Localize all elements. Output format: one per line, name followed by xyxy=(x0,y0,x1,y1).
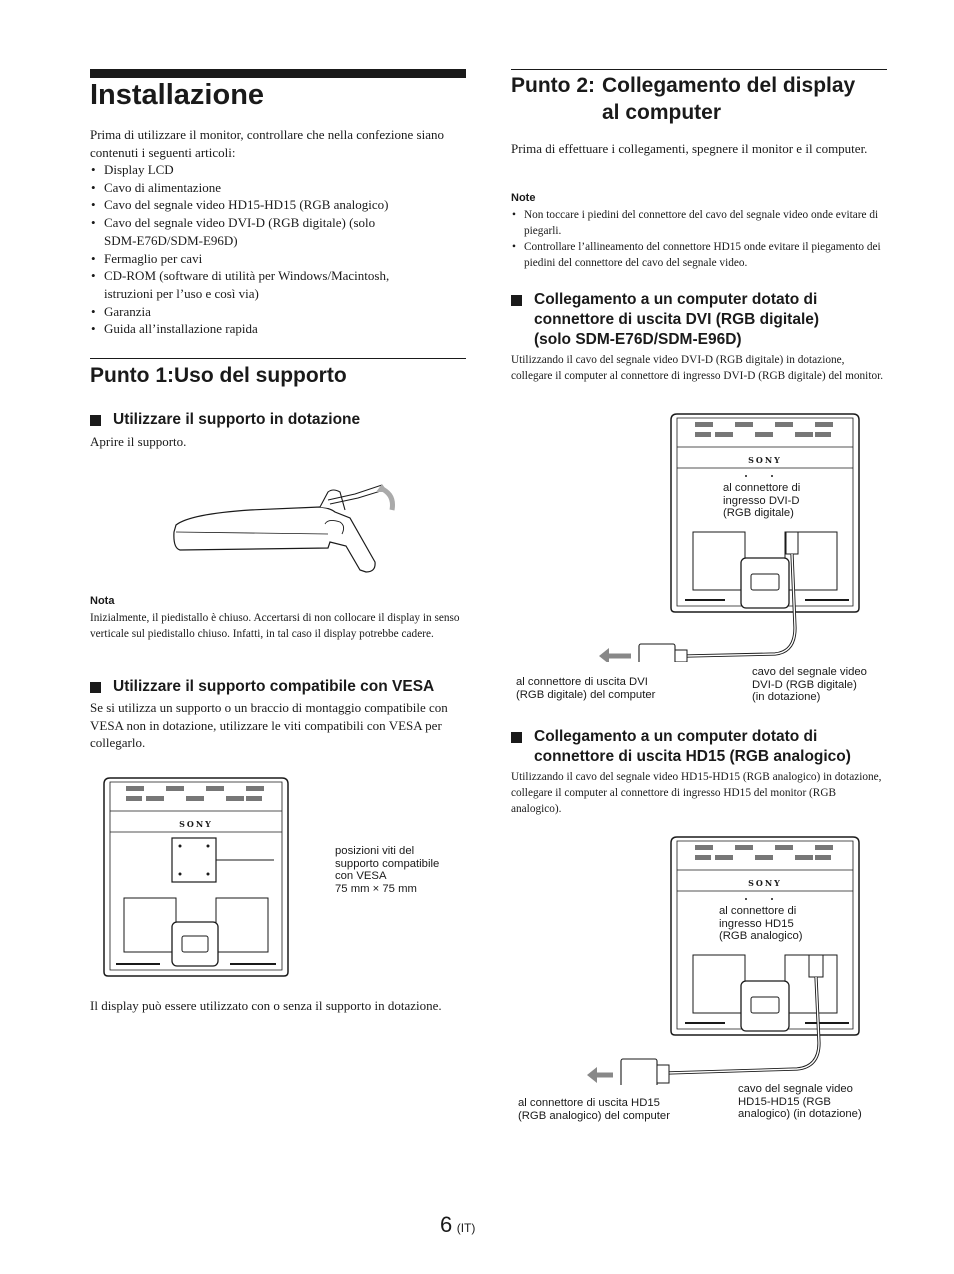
step2-heading xyxy=(511,72,887,126)
page-title: Installazione xyxy=(90,79,265,111)
square-bullet-icon xyxy=(90,682,101,693)
vesa-caption: posizioni viti del supporto compatibile con VESA 75 mm × 75 mm xyxy=(335,845,440,896)
list-item: • Fermaglio per cavi xyxy=(90,250,450,268)
list-item: • Cavo del segnale video HD15-HD15 (RGB analogico) xyxy=(90,196,450,214)
list-item: • Controllare l’allineamento del connettore HD15 onde evitare il piegamento dei piedini del connettore del cavo del segnale video. xyxy=(511,239,887,271)
dvi-connection-diagram xyxy=(595,412,865,662)
step2-prefix: Punto 2: xyxy=(511,74,595,97)
note-label: Note xyxy=(511,192,536,204)
brand-logo: SONY xyxy=(748,878,782,888)
section-rule xyxy=(90,358,466,359)
step2-title: Collegamento del display al computer xyxy=(602,74,856,124)
dvi-caption-input: al connettore di ingresso DVI-D (RGB digitale) xyxy=(723,482,801,520)
step2-intro: Prima di effettuare i collegamenti, spegnere il monitor e il computer. xyxy=(511,141,868,156)
title-bar xyxy=(90,69,466,78)
square-bullet-icon xyxy=(511,732,522,743)
sub2-heading: Utilizzare il supporto compatibile con VESA xyxy=(90,677,466,697)
step1-heading xyxy=(90,362,347,389)
hd15-heading: Collegamento a un computer dotato di connettore di uscita HD15 (RGB analogico) xyxy=(511,727,887,767)
step1-prefix: Punto 1: xyxy=(90,364,174,387)
nota-label: Nota xyxy=(90,595,115,607)
hd15-connection-diagram xyxy=(585,835,865,1085)
dvi-caption-cable: cavo del segnale video DVI-D (RGB digitale) (in dotazione) xyxy=(752,666,867,704)
hd15-caption-cable: cavo del segnale video HD15-HD15 (RGB analogico) (in dotazione) xyxy=(738,1083,862,1121)
nota-text: Inizialmente, il piedistallo è chiuso. Accertarsi di non collocare il display in senso verticale sul piedistallo chiuso. Infatti, in tal caso il display potrebbe cadere. xyxy=(90,612,460,640)
stand-illustration xyxy=(170,470,410,580)
dvi-caption-output: al connettore di uscita DVI (RGB digitale) del computer xyxy=(516,676,656,701)
brand-logo: SONY xyxy=(748,455,782,465)
dvi-heading: Collegamento a un computer dotato di connettore di uscita DVI (RGB digitale) (solo SDM-E76D/SDM-E96D) xyxy=(511,290,887,350)
vesa-monitor-illustration xyxy=(100,776,292,980)
list-item: • CD-ROM (software di utilità per Windows/Macintosh, istruzioni per l’uso e così via) xyxy=(90,267,434,302)
square-bullet-icon xyxy=(511,295,522,306)
list-item: • Cavo di alimentazione xyxy=(90,179,450,197)
sub1-heading: Utilizzare il supporto in dotazione xyxy=(90,410,466,430)
closing-text: Il display può essere utilizzato con o senza il supporto in dotazione. xyxy=(90,998,442,1013)
page-number: 6 xyxy=(440,1212,453,1237)
list-item: • Cavo del segnale video DVI-D (RGB digitale) (solo SDM-E76D/SDM-E96D) xyxy=(90,214,394,249)
square-bullet-icon xyxy=(90,415,101,426)
sub2-text: Se si utilizza un supporto o un braccio di montaggio compatibile con VESA non in dotazione, utilizzare le viti compatibili con VESA per collegarlo. xyxy=(90,700,448,751)
list-item: • Garanzia xyxy=(90,303,450,321)
list-item: • Guida all’installazione rapida xyxy=(90,320,450,338)
page-footer xyxy=(440,1212,475,1238)
contents-list xyxy=(90,161,450,338)
step1-title: Uso del supporto xyxy=(174,364,347,387)
section-rule xyxy=(511,69,887,70)
note-list xyxy=(511,207,887,271)
dvi-text: Utilizzando il cavo del segnale video DVI-D (RGB digitale) in dotazione, collegare il computer al connettore di ingresso DVI-D (RGB digitale) del monitor. xyxy=(511,354,884,382)
intro-text: Prima di utilizzare il monitor, controllare che nella confezione siano contenuti i seguenti articoli: xyxy=(90,127,444,160)
list-item: • Display LCD xyxy=(90,161,450,179)
language-code: (IT) xyxy=(456,1221,476,1235)
brand-logo: SONY xyxy=(179,819,213,829)
hd15-caption-input: al connettore di ingresso HD15 (RGB analogico) xyxy=(719,905,803,943)
sub1-text: Aprire il supporto. xyxy=(90,434,187,449)
list-item: • Non toccare i piedini del connettore del cavo del segnale video onde evitare di piegarli. xyxy=(511,207,887,239)
hd15-text: Utilizzando il cavo del segnale video HD15-HD15 (RGB analogico) in dotazione, collegare il computer al connettore di ingresso HD15 del monitor (RGB analogico). xyxy=(511,771,882,815)
hd15-caption-output: al connettore di uscita HD15 (RGB analogico) del computer xyxy=(518,1097,670,1122)
